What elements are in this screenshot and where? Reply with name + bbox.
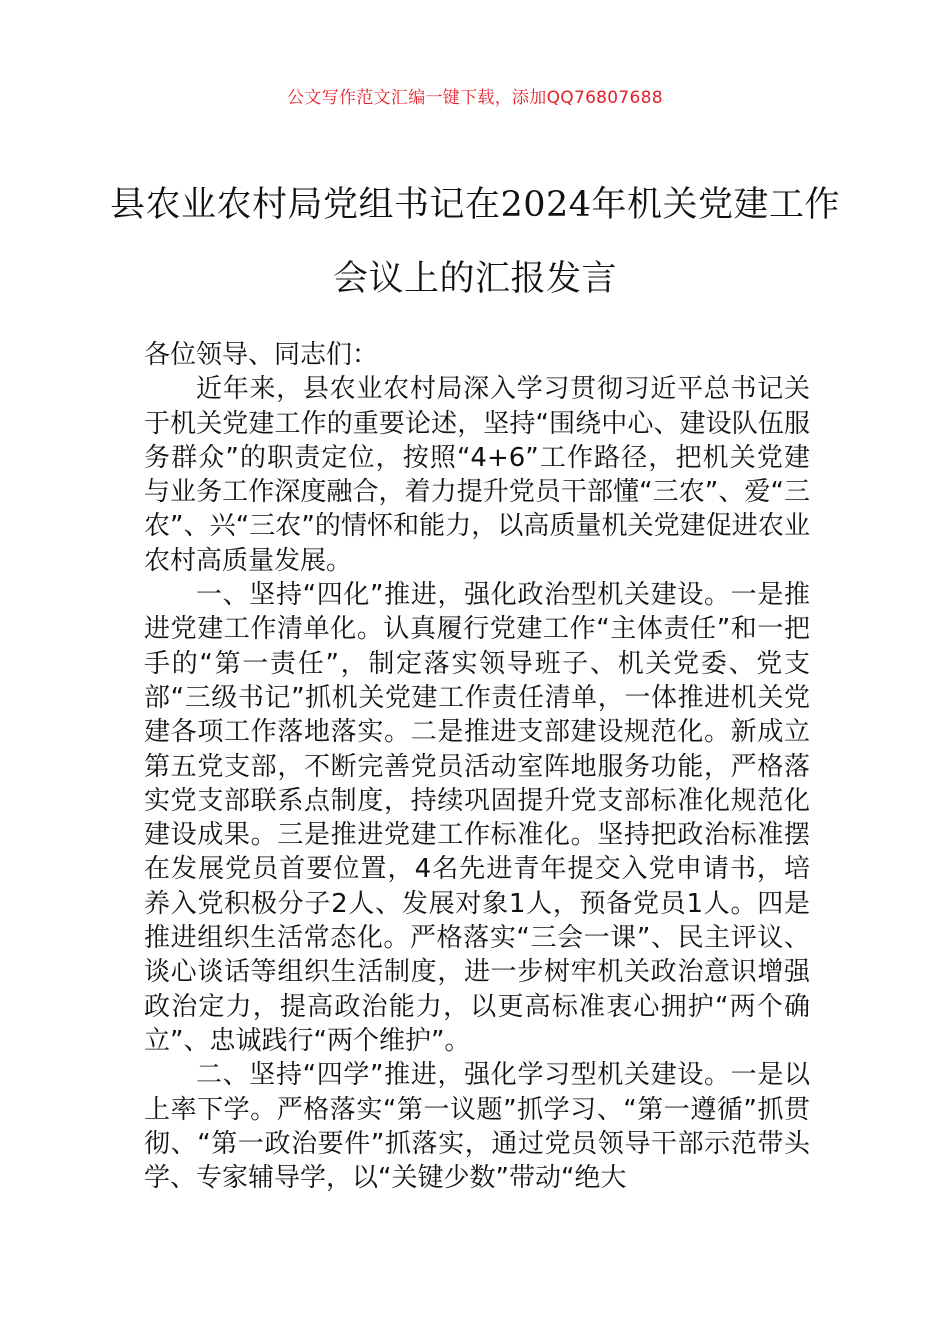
paragraph-section-two: 二、坚持“四学”推进，强化学习型机关建设。一是以上率下学。严格落实“第一议题”抓学习、“第一遵循”抓贯彻、“第一政治要件”抓落实，通过党员领导干部示范带头学、专家辅导学，以“关键少数”带动“绝大 xyxy=(144,1060,810,1194)
promo-header: 公文写作范文汇编一键下载，添加QQ76807688 xyxy=(287,88,663,108)
document-title: 县农业农村局党组书记在2024年机关党建工作会议上的汇报发言 xyxy=(109,185,841,299)
paragraph-section-one: 一、坚持“四化”推进，强化政治型机关建设。一是推进党建工作清单化。认真履行党建工作“主体责任”和一把手的“第一责任”，制定落实领导班子、机关党委、党支部“三级书记”抓机关党建工作责任清单，一体推进机关党建各项工作落地落实。二是推进支部建设规范化。新成立第五党支部，不断完善党员活动室阵地服务功能，严格落实党支部联系点制度，持续巩固提升党支部标准化规范化建设成果。三是推进党建工作标准化。坚持把政治标准摆在发展党员首要位置，4名先进青年提交入党申请书，培养入党积极分子2人、发展对象1人，预备党员1人。四是推进组织生活常态化。严格落实“三会一课”、民主评议、谈心谈话等组织生活制度，进一步树牢机关政治意识增强政治定力，提高政治能力，以更高标准衷心拥护“两个确立”、忠诚践行“两个维护”。 xyxy=(144,580,810,1056)
paragraph-intro: 近年来，县农业农村局深入学习贯彻习近平总书记关于机关党建工作的重要论述，坚持“围绕中心、建设队伍服务群众”的职责定位，按照“4+6”工作路径，把机关党建与业务工作深度融合，着力提升党员干部懂“三农”、爱“三农”、兴“三农”的情怀和能力，以高质量机关党建促进农业农村高质量发展。 xyxy=(144,374,810,576)
document-body xyxy=(144,338,810,1195)
salutation: 各位领导、同志们： xyxy=(144,340,379,370)
